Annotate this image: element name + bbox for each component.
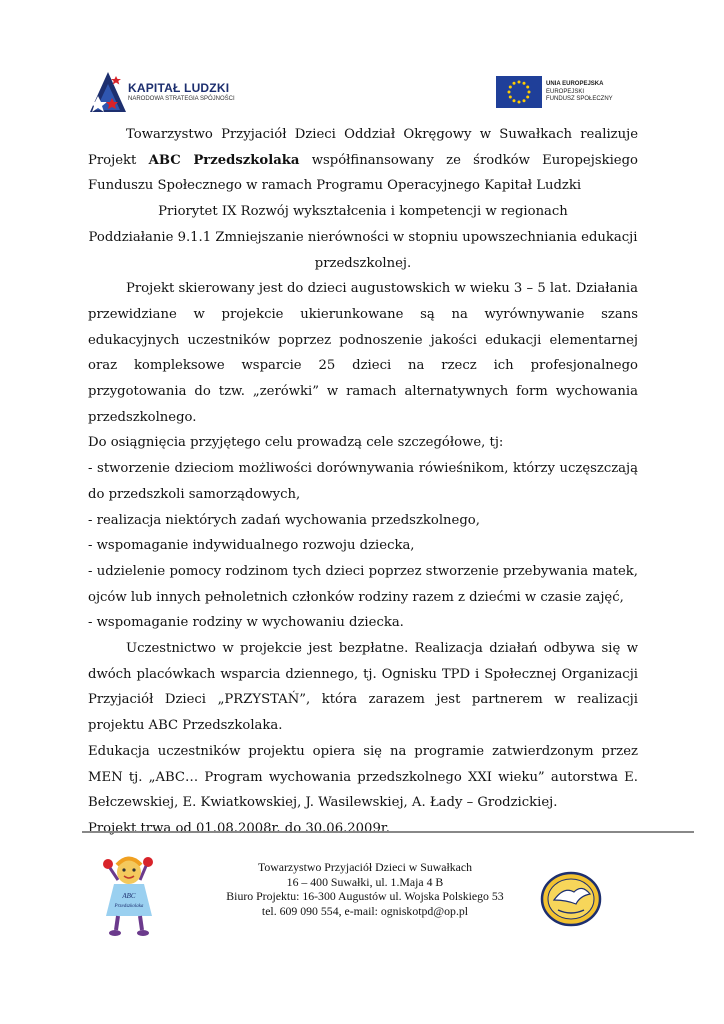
intro-paragraph bbox=[88, 122, 638, 199]
child-mascot-icon bbox=[96, 850, 162, 940]
footer-divider bbox=[82, 831, 694, 833]
goal-item: - stworzenie dzieciom możliwości dorównywania rówieśnikom, którzy uczęszczają do przedszkoli samorządowych, bbox=[88, 461, 638, 502]
duration-line: Projekt trwa od 01.08.2008r. do 30.06.2009r. bbox=[88, 820, 390, 836]
project-description: Projekt skierowany jest do dzieci augustowskich w wieku 3 – 5 lat. Działania przewidziane w projekcie ukierunkowane są na wyrównywanie szans edukacyjnych uczestników poprzez podnoszenie jakości edukacji elementarnej oraz kompleksowe wsparcie 25 dzieci na rzecz ich profesjonalnego przygotowania do tzw. „zerówki” w ramach alternatywnych form wychowania przedszkolnego. bbox=[88, 281, 638, 425]
eu-line-2: EUROPEJSKI bbox=[546, 88, 585, 95]
subaction-line: Poddziałanie 9.1.1 Zmniejszanie nierówności w stopniu upowszechniania edukacji przedszkolnej. bbox=[88, 229, 638, 271]
eu-flag-icon bbox=[496, 76, 542, 108]
tpd-emblem-icon bbox=[540, 870, 602, 928]
project-name: ABC Przedszkolaka bbox=[148, 152, 300, 168]
footer-address-line: 16 – 400 Suwałki, ul. 1.Maja 4 B bbox=[286, 874, 444, 889]
education-paragraph: Edukacja uczestników projektu opiera się na programie zatwierdzonym przez MEN tj. „ABC… Program wychowania przedszkolnego XXI wieku” autorstwa E. Bełczewskiej, E. Kwiatkowskiej, J. Wasilewskiej, A. Łady – Grodzickiej. bbox=[88, 743, 638, 811]
eu-line-3: FUNDUSZ SPOŁECZNY bbox=[546, 96, 613, 102]
footer-contact-line: tel. 609 090 554, e-mail: ogniskotpd@op.pl bbox=[261, 903, 469, 918]
kapital-ludzki-emblem-icon bbox=[88, 70, 128, 114]
eu-esf-logo bbox=[496, 76, 626, 110]
intro-text-a: Towarzystwo Przyjaciół Dzieci Oddział Okręgowy w Suwałkach realizuje Projekt bbox=[88, 127, 638, 168]
goal-item: - udzielenie pomocy rodzinom tych dzieci poprzez stworzenie przebywania matek, ojców lub innych pełnoletnich członków rodziny razem z dziećmi w czasie zajęć, bbox=[88, 563, 638, 605]
participation-paragraph: Uczestnictwo w projekcie jest bezpłatne. Realizacja działań odbywa się w dwóch placówkach wsparcia dziennego, tj. Ognisku TPD i Społecznej Organizacji Przyjaciół Dzieci „PRZYSTAŃ”, która zarazem jest partnerem w realizacji projektu ABC Przedszkolaka. bbox=[88, 641, 638, 734]
kapital-ludzki-logo bbox=[88, 70, 238, 114]
intro-text-b: współfinansowany ze środków Europejskiego Funduszu Społecznego w ramach Programu Operacyjnego Kapitał Ludzki bbox=[88, 152, 638, 194]
abc-przedszkolaka-logo bbox=[96, 850, 162, 940]
kapital-ludzki-subtitle: NARODOWA STRATEGIA SPÓJNOŚCI bbox=[128, 96, 235, 102]
page-header bbox=[0, 0, 724, 120]
goal-item: - wspomaganie indywidualnego rozwoju dziecka, bbox=[88, 538, 415, 554]
footer-office-line: Biuro Projektu: 16-300 Augustów ul. Wojska Polskiego 53 bbox=[226, 889, 504, 904]
goals-intro: Do osiągnięcia przyjętego celu prowadzą cele szczegółowe, tj: bbox=[88, 435, 504, 451]
eu-line-1: UNIA EUROPEJSKA bbox=[546, 81, 604, 87]
tpd-logo bbox=[540, 870, 602, 928]
footer-address bbox=[200, 860, 530, 918]
document-body bbox=[88, 122, 638, 842]
priority-line: Priorytet IX Rozwój wykształcenia i kompetencji w regionach bbox=[158, 204, 568, 220]
abc-logo-line2: Przedszkolaka bbox=[114, 904, 144, 909]
goal-item: - wspomaganie rodziny w wychowaniu dziecka. bbox=[88, 615, 404, 631]
eu-esf-text bbox=[546, 81, 613, 104]
abc-logo-line1: ABC bbox=[122, 892, 136, 900]
kapital-ludzki-title: KAPITAŁ LUDZKI bbox=[128, 81, 230, 95]
footer-org-name: Towarzystwo Przyjaciół Dzieci w Suwałkach bbox=[257, 860, 473, 874]
kapital-ludzki-text bbox=[128, 81, 235, 102]
goal-item: - realizacja niektórych zadań wychowania przedszkolnego, bbox=[88, 512, 480, 528]
